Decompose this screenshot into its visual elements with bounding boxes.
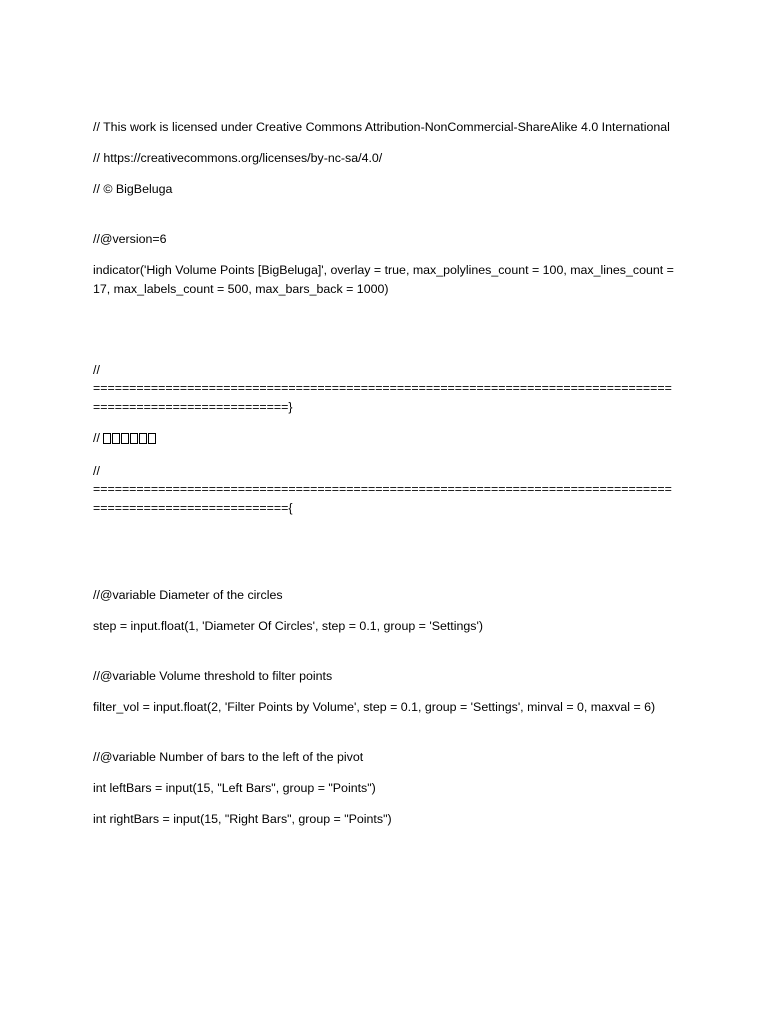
variable-comment-step: //@variable Diameter of the circles xyxy=(93,587,283,602)
section-comment-prefix: // xyxy=(93,430,104,445)
variable-comment-left-bars: //@variable Number of bars to the left of the pivot xyxy=(93,749,364,764)
separator-close-line: ==========================================================================================================={ xyxy=(93,482,672,515)
version-directive: //@version=6 xyxy=(93,232,167,246)
separator-close xyxy=(93,462,675,518)
blank-gap xyxy=(93,311,675,361)
variable-code-right-bars: int rightBars = input(15, "Right Bars", group = "Points") xyxy=(93,811,392,826)
blank-gap xyxy=(93,211,675,230)
unrendered-glyph-boxes-icon xyxy=(103,431,157,450)
blank-gap xyxy=(93,648,675,667)
blank-gap xyxy=(93,530,675,586)
document-page xyxy=(93,118,675,841)
variable-code-filter-vol: filter_vol = input.float(2, 'Filter Points by Volume', step = 0.1, group = 'Settings', minval = 0, maxval = 6) xyxy=(93,699,656,714)
blank-gap xyxy=(93,729,675,748)
license-comment: // This work is licensed under Creative Commons Attribution-NonCommercial-ShareAlike 4.0 International xyxy=(93,120,670,134)
copyright-comment: // © BigBeluga xyxy=(93,182,173,196)
separator-open-prefix: // xyxy=(93,362,100,377)
variable-code-step: step = input.float(1, 'Diameter Of Circles', step = 0.1, group = 'Settings') xyxy=(93,618,483,633)
separator-close-prefix: // xyxy=(93,463,100,478)
separator-open-line: ===========================================================================================================} xyxy=(93,381,672,414)
separator-open xyxy=(93,361,675,417)
variable-comment-filter-vol: //@variable Volume threshold to filter points xyxy=(93,668,333,683)
indicator-declaration: indicator('High Volume Points [BigBeluga]', overlay = true, max_polylines_count = 100, max_lines_count = 17, max_labels_count = 500, max_bars_back = 1000) xyxy=(93,263,674,296)
variable-code-left-bars: int leftBars = input(15, "Left Bars", group = "Points") xyxy=(93,780,376,795)
section-comment xyxy=(93,429,675,450)
license-url-comment: // https://creativecommons.org/licenses/by-nc-sa/4.0/ xyxy=(93,151,383,165)
